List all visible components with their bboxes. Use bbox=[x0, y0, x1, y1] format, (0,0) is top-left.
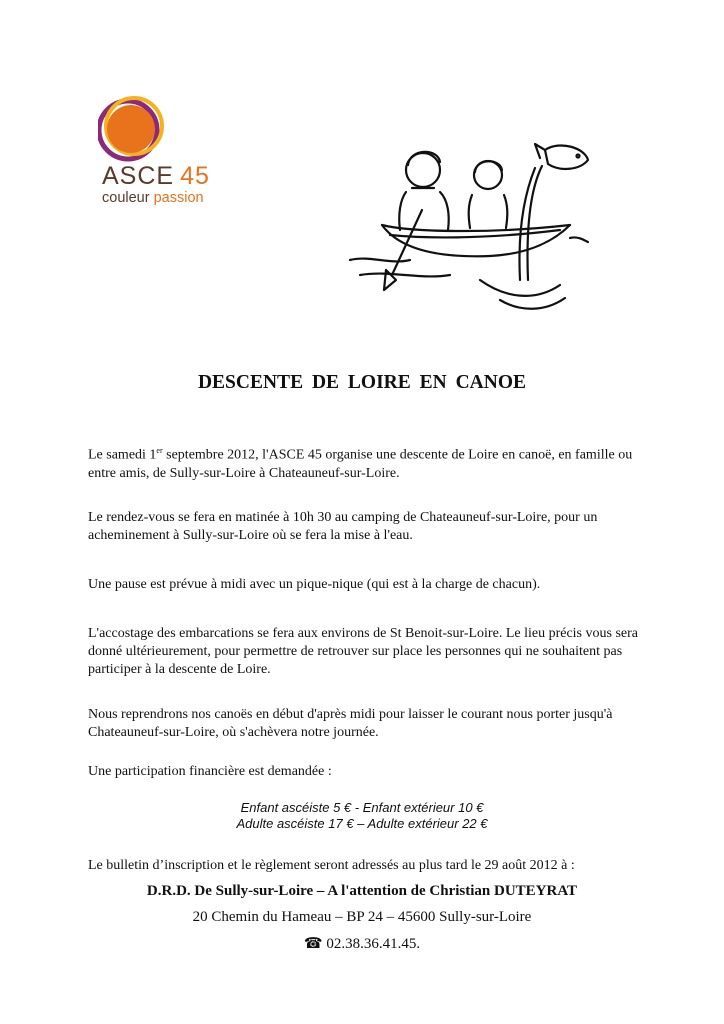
logo-number: 45 bbox=[180, 162, 210, 190]
intro-rest: septembre 2012, l'ASCE 45 organise une descente de Loire en canoë, en famille ou entre amis, de Sully-sur-Loire à Chateauneuf-sur-Loire. bbox=[88, 447, 633, 481]
address-street: 20 Chemin du Hameau – BP 24 – 45600 Sully-sur-Loire bbox=[192, 909, 532, 925]
phone-number: 02.38.36.41.45. bbox=[326, 936, 421, 952]
intro-start: Le samedi 1 bbox=[88, 447, 157, 463]
logo-tagline-a: couleur bbox=[102, 190, 150, 206]
fees-line-2: Adulte ascéiste 17 € – Adulte extérieur 22 € bbox=[236, 816, 488, 831]
phone-icon: ☎ bbox=[303, 936, 323, 952]
paragraph-accostage: L'accostage des embarcations se fera aux environs de St Benoit-sur-Loire. Le lieu précis vous sera donné ultérieurement, pour permettre de retrouver sur place les personnes qui ne souhaitent pas participer à la descente de Loire. bbox=[88, 626, 638, 677]
fees-block bbox=[0, 800, 724, 832]
paragraph-intro bbox=[88, 442, 648, 483]
paragraph-rendezvous: Le rendez-vous se fera en matinée à 10h 30 au camping de Chateauneuf-sur-Loire, pour un acheminement à Sully-sur-Loire où se fera la mise à l'eau. bbox=[88, 510, 598, 543]
paragraph-participation: Une participation financière est demandée : bbox=[88, 764, 332, 779]
page-title: DESCENTE DE LOIRE EN CANOE bbox=[197, 372, 527, 393]
intro-sup: er bbox=[156, 446, 163, 455]
fees-line-1: Enfant ascéiste 5 € - Enfant extérieur 10 € bbox=[240, 800, 484, 815]
logo-text bbox=[102, 162, 210, 206]
logo-tagline-b: passion bbox=[153, 190, 204, 206]
phone-line bbox=[0, 934, 724, 953]
paragraph-reprise: Nous reprendrons nos canoës en début d'après midi pour laisser le courant nous porter jusqu'à Chateauneuf-sur-Loire, où s'achèvera notre journée. bbox=[88, 707, 613, 740]
paragraph-pause: Une pause est prévue à midi avec un pique-nique (qui est à la charge de chacun). bbox=[88, 577, 541, 592]
paragraph-bulletin: Le bulletin d’inscription et le règlement seront adressés au plus tard le 29 août 2012 à : bbox=[88, 858, 575, 873]
address-recipient: D.R.D. De Sully-sur-Loire – A l'attention de Christian DUTEYRAT bbox=[146, 883, 578, 899]
canoe-illustration-icon bbox=[330, 130, 590, 320]
logo-brand: ASCE bbox=[102, 162, 175, 190]
